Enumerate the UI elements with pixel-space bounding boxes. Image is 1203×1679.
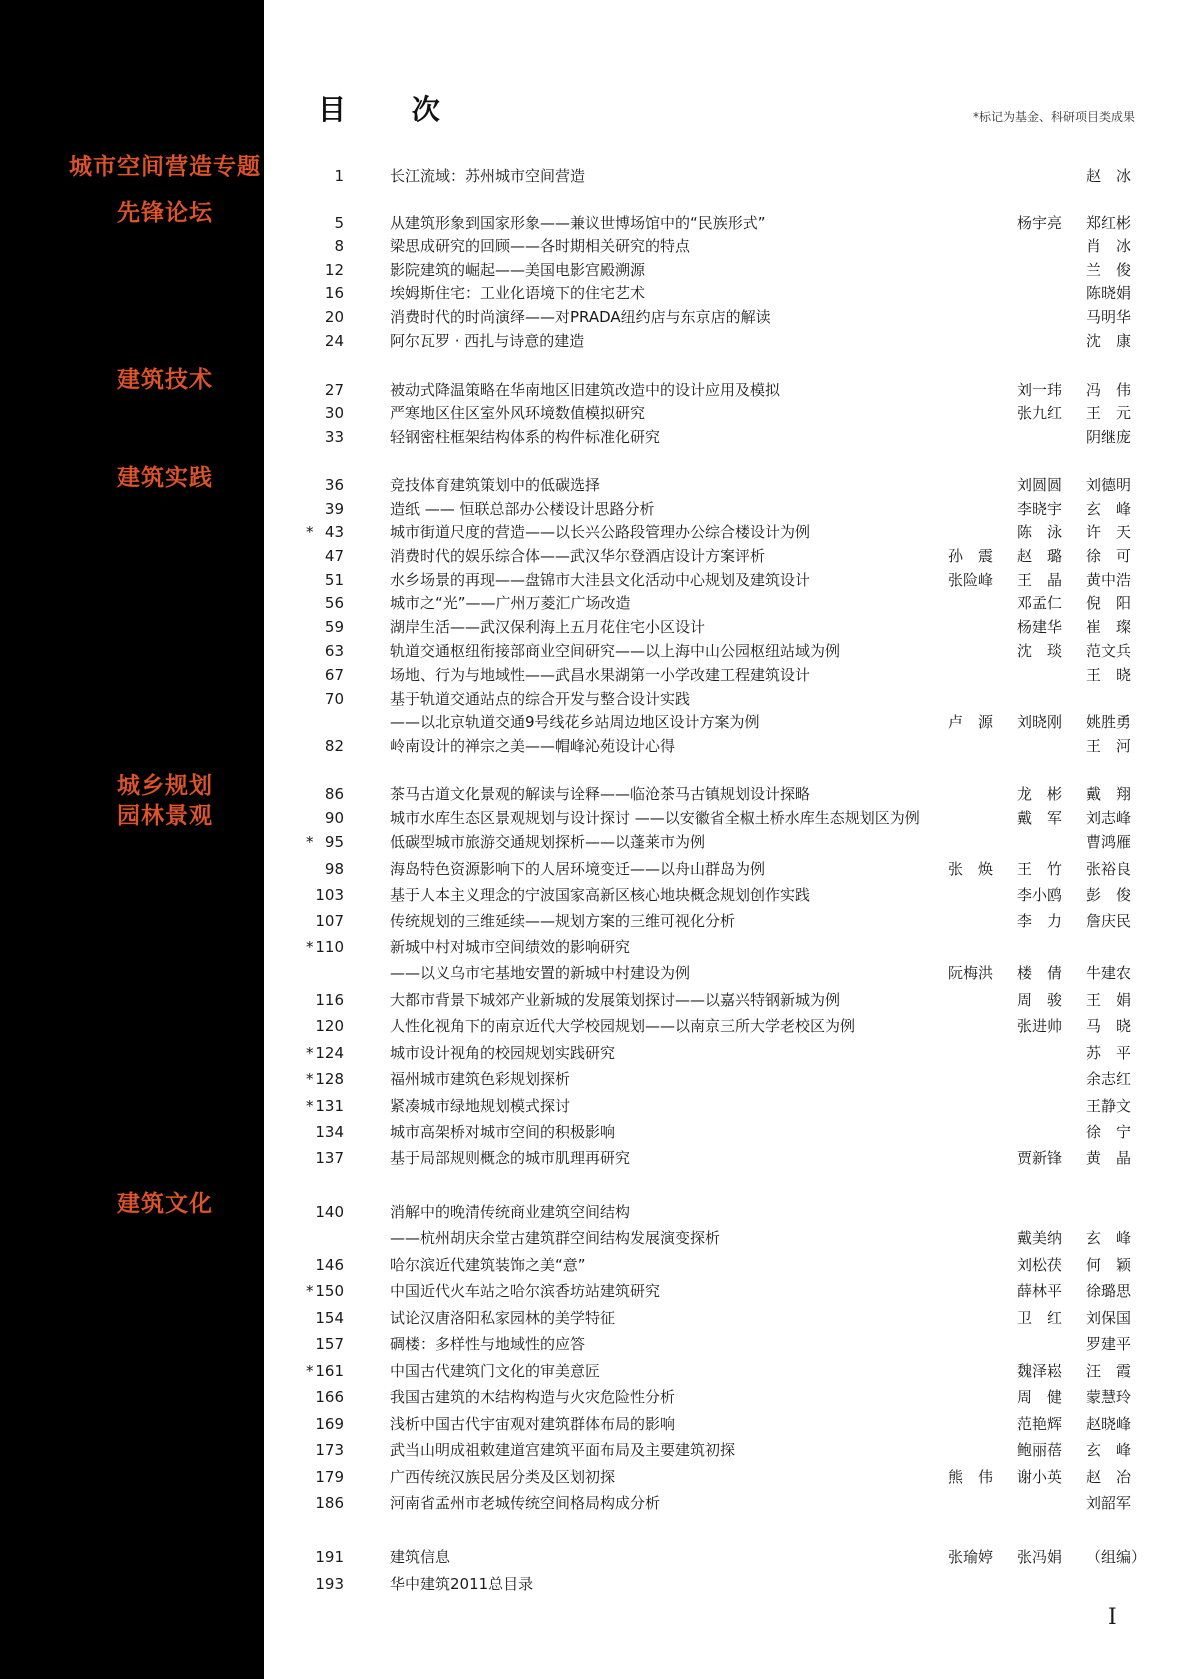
fund-star: * — [306, 833, 314, 851]
entry-author: 薛林平 — [1017, 1282, 1063, 1300]
entry-author: 张险峰 — [948, 571, 994, 589]
entry-author: 李 力 — [1017, 912, 1063, 930]
entry-title: 梁思成研究的回顾——各时期相关研究的特点 — [390, 237, 691, 255]
toc-entry — [0, 936, 1203, 958]
entry-author: 王 晓 — [1086, 666, 1132, 684]
toc-entry — [0, 165, 1203, 187]
entry-author: 王 晶 — [1017, 571, 1063, 589]
entry-title: 城市之“光”——广州万菱汇广场改造 — [390, 594, 631, 612]
toc-entry — [0, 212, 1203, 234]
entry-title: 紧凑城市绿地规划模式探讨 — [390, 1097, 571, 1115]
entry-page: 90 — [324, 809, 344, 827]
entry-author: 兰 俊 — [1086, 261, 1132, 279]
entry-author: 戴 翔 — [1086, 785, 1132, 803]
section-label: 建筑实践 — [117, 465, 213, 491]
entry-page: 124 — [315, 1044, 344, 1062]
entry-title: 基于人本主义理念的宁波国家高新区核心地块概念规划创作实践 — [390, 886, 811, 904]
entry-author: 刘德明 — [1086, 476, 1132, 494]
entry-title: 我国古建筑的木结构构造与火灾危险性分析 — [390, 1388, 676, 1406]
section-label: 城市空间营造专题 — [69, 154, 261, 180]
entry-page: 191 — [315, 1548, 344, 1566]
entry-author: 熊 伟 — [948, 1468, 994, 1486]
entry-title: 阿尔瓦罗 · 西扎与诗意的建造 — [390, 332, 585, 350]
entry-page: 82 — [324, 737, 344, 755]
entry-author: 刘晓刚 — [1017, 713, 1063, 731]
toc-entry — [0, 1413, 1203, 1435]
entry-title: 场地、行为与地域性——武昌水果湖第一小学改建工程建筑设计 — [390, 666, 811, 684]
entry-author: 张冯娟 — [1017, 1548, 1063, 1566]
entry-author: 许 天 — [1086, 523, 1132, 541]
entry-title: 中国近代火车站之哈尔滨香坊站建筑研究 — [390, 1282, 661, 1300]
entry-page: 166 — [315, 1388, 344, 1406]
entry-page: 110 — [315, 938, 344, 956]
entry-title: 城市水库生态区景观规划与设计探讨 ——以安徽省全椒土桥水库生态规划区为例 — [390, 809, 920, 827]
entry-title: 岭南设计的禅宗之美——帽峰沁苑设计心得 — [390, 737, 676, 755]
toc-entry — [0, 306, 1203, 328]
entry-author: 张 焕 — [948, 860, 994, 878]
toc-entry — [0, 1439, 1203, 1461]
entry-title: 消解中的晚清传统商业建筑空间结构 — [390, 1203, 631, 1221]
entry-title: 福州城市建筑色彩规划探析 — [390, 1070, 571, 1088]
entry-author: 郑红彬 — [1086, 214, 1132, 232]
entry-page: 12 — [324, 261, 344, 279]
toc-entry — [0, 1333, 1203, 1355]
entry-author: 陈 泳 — [1017, 523, 1063, 541]
entry-title: 低碳型城市旅游交通规划探析——以蓬莱市为例 — [390, 833, 706, 851]
section-label: 先锋论坛 — [117, 200, 213, 226]
entry-author: 徐 宁 — [1086, 1123, 1132, 1141]
entry-author: 张瑜婷 — [948, 1548, 994, 1566]
toc-entry — [0, 616, 1203, 638]
entry-page: 56 — [324, 594, 344, 612]
entry-author: 曹鸿雁 — [1086, 833, 1132, 851]
entry-author: 贾新锋 — [1017, 1149, 1063, 1167]
entry-author: 鲍丽蓓 — [1017, 1441, 1063, 1459]
entry-title: 建筑信息 — [390, 1548, 451, 1566]
page-title: 目 次 — [318, 93, 468, 126]
entry-page: 5 — [334, 214, 344, 232]
fund-star: * — [306, 523, 314, 541]
toc-entry — [0, 1068, 1203, 1090]
toc-entry — [0, 962, 1203, 984]
fund-star: * — [306, 1097, 314, 1115]
entry-page: 1 — [334, 167, 344, 185]
entry-author: 马 晓 — [1086, 1017, 1132, 1035]
entry-title: ——杭州胡庆余堂古建筑群空间结构发展演变探析 — [390, 1229, 721, 1247]
entry-title: 湖岸生活——武汉保利海上五月花住宅小区设计 — [390, 618, 706, 636]
entry-author: 谢小英 — [1017, 1468, 1063, 1486]
entry-author: 王静文 — [1086, 1097, 1132, 1115]
toc-entry — [0, 1147, 1203, 1169]
entry-page: 20 — [324, 308, 344, 326]
toc-entry — [0, 498, 1203, 520]
entry-title: 浅析中国古代宇宙观对建筑群体布局的影响 — [390, 1415, 676, 1433]
entry-title: 基于轨道交通站点的综合开发与整合设计实践 — [390, 690, 691, 708]
entry-author: 刘志峰 — [1086, 809, 1132, 827]
entry-page: 51 — [324, 571, 344, 589]
entry-page: 36 — [324, 476, 344, 494]
entry-author: 陈晓娟 — [1086, 284, 1132, 302]
entry-author: 何 颖 — [1086, 1256, 1132, 1274]
entry-author: 沈 琰 — [1017, 642, 1063, 660]
toc-entry — [0, 379, 1203, 401]
entry-page: 39 — [324, 500, 344, 518]
entry-author: 龙 彬 — [1017, 785, 1063, 803]
fund-star: * — [306, 1362, 314, 1380]
toc-entry — [0, 664, 1203, 686]
entry-author: 苏 平 — [1086, 1044, 1132, 1062]
entry-page: 24 — [324, 332, 344, 350]
entry-author: 刘韶军 — [1086, 1494, 1132, 1512]
entry-author: 玄 峰 — [1086, 1229, 1132, 1247]
entry-page: 63 — [324, 642, 344, 660]
entry-title: 人性化视角下的南京近代大学校园规划——以南京三所大学老校区为例 — [390, 1017, 856, 1035]
toc-entry — [0, 1254, 1203, 1276]
section-label: 建筑文化 — [117, 1191, 213, 1217]
entry-title: 影院建筑的崛起——美国电影宫殿溯源 — [390, 261, 646, 279]
entry-author: 张九红 — [1017, 404, 1063, 422]
entry-author: 马明华 — [1086, 308, 1132, 326]
entry-author: 周 骏 — [1017, 991, 1063, 1009]
toc-entry — [0, 688, 1203, 710]
entry-title: 城市街道尺度的营造——以长兴公路段管理办公综合楼设计为例 — [390, 523, 811, 541]
entry-page: 95 — [324, 833, 344, 851]
entry-page: 47 — [324, 547, 344, 565]
entry-author: 汪 霞 — [1086, 1362, 1132, 1380]
entry-title: 严寒地区住区室外风环境数值模拟研究 — [390, 404, 646, 422]
toc-entry — [0, 807, 1203, 829]
toc-entry — [0, 1546, 1203, 1568]
entry-author: 姚胜勇 — [1086, 713, 1132, 731]
entry-page: 186 — [315, 1494, 344, 1512]
toc-entry — [0, 545, 1203, 567]
toc-entry — [0, 235, 1203, 257]
entry-author: 赵晓峰 — [1086, 1415, 1132, 1433]
entry-author: 张裕良 — [1086, 860, 1132, 878]
entry-author: 杨宇亮 — [1017, 214, 1063, 232]
entry-page: 59 — [324, 618, 344, 636]
entry-author: 阴继庞 — [1086, 428, 1132, 446]
entry-page: 173 — [315, 1441, 344, 1459]
entry-author: 罗建平 — [1086, 1335, 1132, 1353]
toc-entry — [0, 989, 1203, 1011]
entry-author: 余志红 — [1086, 1070, 1132, 1088]
entry-page: 169 — [315, 1415, 344, 1433]
entry-page: 43 — [324, 523, 344, 541]
fund-star: * — [306, 1070, 314, 1088]
entry-title: 轻钢密柱框架结构体系的构件标准化研究 — [390, 428, 661, 446]
entry-title: 竞技体育建筑策划中的低碳选择 — [390, 476, 601, 494]
toc-entry — [0, 521, 1203, 543]
entry-title: 从建筑形象到国家形象——兼议世博场馆中的“民族形式” — [390, 214, 766, 232]
toc-entry — [0, 831, 1203, 853]
toc-entry — [0, 1280, 1203, 1302]
toc-entry — [0, 1042, 1203, 1064]
entry-author: 李晓宇 — [1017, 500, 1063, 518]
entry-title: ——以北京轨道交通9号线花乡站周边地区设计方案为例 — [390, 713, 760, 731]
entry-page: 33 — [324, 428, 344, 446]
entry-author: 冯 伟 — [1086, 381, 1132, 399]
funding-note: *标记为基金、科研项目类成果 — [972, 110, 1135, 124]
entry-page: 131 — [315, 1097, 344, 1115]
entry-author: 王 河 — [1086, 737, 1132, 755]
entry-author: 卫 红 — [1017, 1309, 1063, 1327]
entry-title: 造纸 —— 恒联总部办公楼设计思路分析 — [390, 500, 655, 518]
entry-page: 179 — [315, 1468, 344, 1486]
entry-title: 城市高架桥对城市空间的积极影响 — [390, 1123, 616, 1141]
entry-title: 华中建筑2011总目录 — [390, 1575, 534, 1593]
entry-author: 赵 冶 — [1086, 1468, 1132, 1486]
entry-author: 肖 冰 — [1086, 237, 1132, 255]
entry-author: 邓孟仁 — [1017, 594, 1063, 612]
fund-star: * — [306, 1044, 314, 1062]
entry-title: 广西传统汉族民居分类及区划初探 — [390, 1468, 616, 1486]
fund-star: * — [306, 938, 314, 956]
entry-page: 67 — [324, 666, 344, 684]
entry-author: 杨建华 — [1017, 618, 1063, 636]
entry-author: 张进帅 — [1017, 1017, 1063, 1035]
entry-title: 埃姆斯住宅：工业化语境下的住宅艺术 — [390, 284, 646, 302]
toc-entry — [0, 711, 1203, 733]
entry-author: 范文兵 — [1086, 642, 1132, 660]
entry-page: 140 — [315, 1203, 344, 1221]
entry-title: 轨道交通枢纽衔接部商业空间研究——以上海中山公园枢纽站域为例 — [390, 642, 841, 660]
entry-author: （组编） — [1086, 1548, 1147, 1566]
entry-title: 消费时代的时尚演绎——对PRADA纽约店与东京店的解读 — [390, 308, 771, 326]
entry-title: 新城中村对城市空间绩效的影响研究 — [390, 938, 631, 956]
entry-page: 27 — [324, 381, 344, 399]
entry-author: 刘保国 — [1086, 1309, 1132, 1327]
toc-entry — [0, 884, 1203, 906]
entry-author: 刘松茯 — [1017, 1256, 1063, 1274]
entry-author: 赵 冰 — [1086, 167, 1132, 185]
toc-entry — [0, 1121, 1203, 1143]
entry-author: 詹庆民 — [1086, 912, 1132, 930]
toc-entry — [0, 330, 1203, 352]
entry-page: 154 — [315, 1309, 344, 1327]
entry-page: 120 — [315, 1017, 344, 1035]
entry-author: 赵 璐 — [1017, 547, 1063, 565]
entry-page: 8 — [334, 237, 344, 255]
entry-title: 哈尔滨近代建筑装饰之美“意” — [390, 1256, 586, 1274]
entry-title: ——以义乌市宅基地安置的新城中村建设为例 — [390, 964, 691, 982]
entry-author: 王 娟 — [1086, 991, 1132, 1009]
section-label: 建筑技术 — [117, 367, 213, 393]
toc-entry — [0, 1360, 1203, 1382]
entry-title: 河南省孟州市老城传统空间格局构成分析 — [390, 1494, 661, 1512]
entry-page: 161 — [315, 1362, 344, 1380]
fund-star: * — [306, 1282, 314, 1300]
entry-page: 134 — [315, 1123, 344, 1141]
toc-entry — [0, 1015, 1203, 1037]
entry-title: 传统规划的三维延续——规划方案的三维可视化分析 — [390, 912, 736, 930]
toc-entry — [0, 282, 1203, 304]
entry-page: 86 — [324, 785, 344, 803]
entry-author: 刘圆圆 — [1017, 476, 1063, 494]
section-label: 城乡规划 园林景观 — [117, 773, 213, 829]
toc-entry — [0, 640, 1203, 662]
entry-title: 基于局部规则概念的城市肌理再研究 — [390, 1149, 631, 1167]
toc-entry — [0, 426, 1203, 448]
entry-author: 崔 璨 — [1086, 618, 1132, 636]
entry-title: 长江流域：苏州城市空间营造 — [390, 167, 586, 185]
entry-author: 沈 康 — [1086, 332, 1132, 350]
toc-entry — [0, 474, 1203, 496]
entry-author: 黄 晶 — [1086, 1149, 1132, 1167]
entry-author: 徐璐思 — [1086, 1282, 1132, 1300]
entry-page: 103 — [315, 886, 344, 904]
entry-author: 蒙慧玲 — [1086, 1388, 1132, 1406]
entry-author: 李小鸥 — [1017, 886, 1063, 904]
entry-author: 范艳辉 — [1017, 1415, 1063, 1433]
entry-page: 116 — [315, 991, 344, 1009]
toc-entry — [0, 1227, 1203, 1249]
entry-author: 彭 俊 — [1086, 886, 1132, 904]
entry-page: 70 — [324, 690, 344, 708]
entry-author: 王 竹 — [1017, 860, 1063, 878]
toc-entry — [0, 858, 1203, 880]
entry-author: 魏泽崧 — [1017, 1362, 1063, 1380]
entry-title: 大都市背景下城郊产业新城的发展策划探讨——以嘉兴特钢新城为例 — [390, 991, 841, 1009]
entry-title: 试论汉唐洛阳私家园林的美学特征 — [390, 1309, 616, 1327]
entry-title: 城市设计视角的校园规划实践研究 — [390, 1044, 616, 1062]
toc-entry — [0, 1201, 1203, 1223]
entry-title: 碉楼：多样性与地域性的应答 — [390, 1335, 586, 1353]
toc-entry — [0, 910, 1203, 932]
entry-page: 107 — [315, 912, 344, 930]
entry-author: 戴美纳 — [1017, 1229, 1063, 1247]
entry-page: 98 — [324, 860, 344, 878]
entry-page: 16 — [324, 284, 344, 302]
entry-author: 周 健 — [1017, 1388, 1063, 1406]
entry-title: 茶马古道文化景观的解读与诠释——临沧茶马古镇规划设计探略 — [390, 785, 811, 803]
entry-author: 卢 源 — [948, 713, 994, 731]
entry-page: 137 — [315, 1149, 344, 1167]
entry-page: 157 — [315, 1335, 344, 1353]
toc-entry — [0, 1307, 1203, 1329]
entry-title: 被动式降温策略在华南地区旧建筑改造中的设计应用及模拟 — [390, 381, 781, 399]
entry-author: 楼 倩 — [1017, 964, 1063, 982]
toc-entry — [0, 569, 1203, 591]
toc-entry — [0, 259, 1203, 281]
toc-entry — [0, 1386, 1203, 1408]
entry-title: 海岛特色资源影响下的人居环境变迁——以舟山群岛为例 — [390, 860, 766, 878]
entry-author: 刘一玮 — [1017, 381, 1063, 399]
entry-title: 消费时代的娱乐综合体——武汉华尔登酒店设计方案评析 — [390, 547, 766, 565]
toc-entry — [0, 1095, 1203, 1117]
toc-entry — [0, 402, 1203, 424]
entry-author: 戴 军 — [1017, 809, 1063, 827]
entry-page: 150 — [315, 1282, 344, 1300]
entry-author: 阮梅洪 — [948, 964, 994, 982]
toc-entry — [0, 592, 1203, 614]
entry-page: 128 — [315, 1070, 344, 1088]
entry-title: 中国古代建筑门文化的审美意匠 — [390, 1362, 601, 1380]
entry-author: 倪 阳 — [1086, 594, 1132, 612]
page-number: I — [1108, 1605, 1117, 1630]
entry-page: 30 — [324, 404, 344, 422]
entry-author: 玄 峰 — [1086, 500, 1132, 518]
entry-page: 193 — [315, 1575, 344, 1593]
toc-entry — [0, 735, 1203, 757]
toc-entry — [0, 783, 1203, 805]
entry-author: 玄 峰 — [1086, 1441, 1132, 1459]
entry-author: 黄中浩 — [1086, 571, 1132, 589]
entry-page: 146 — [315, 1256, 344, 1274]
toc-entry — [0, 1573, 1203, 1595]
entry-author: 徐 可 — [1086, 547, 1132, 565]
entry-author: 牛建农 — [1086, 964, 1132, 982]
toc-entry — [0, 1466, 1203, 1488]
entry-author: 王 元 — [1086, 404, 1132, 422]
toc-entry — [0, 1492, 1203, 1514]
entry-author: 孙 震 — [948, 547, 994, 565]
entry-title: 水乡场景的再现——盘锦市大洼县文化活动中心规划及建筑设计 — [390, 571, 811, 589]
entry-title: 武当山明成祖敕建道宫建筑平面布局及主要建筑初探 — [390, 1441, 736, 1459]
